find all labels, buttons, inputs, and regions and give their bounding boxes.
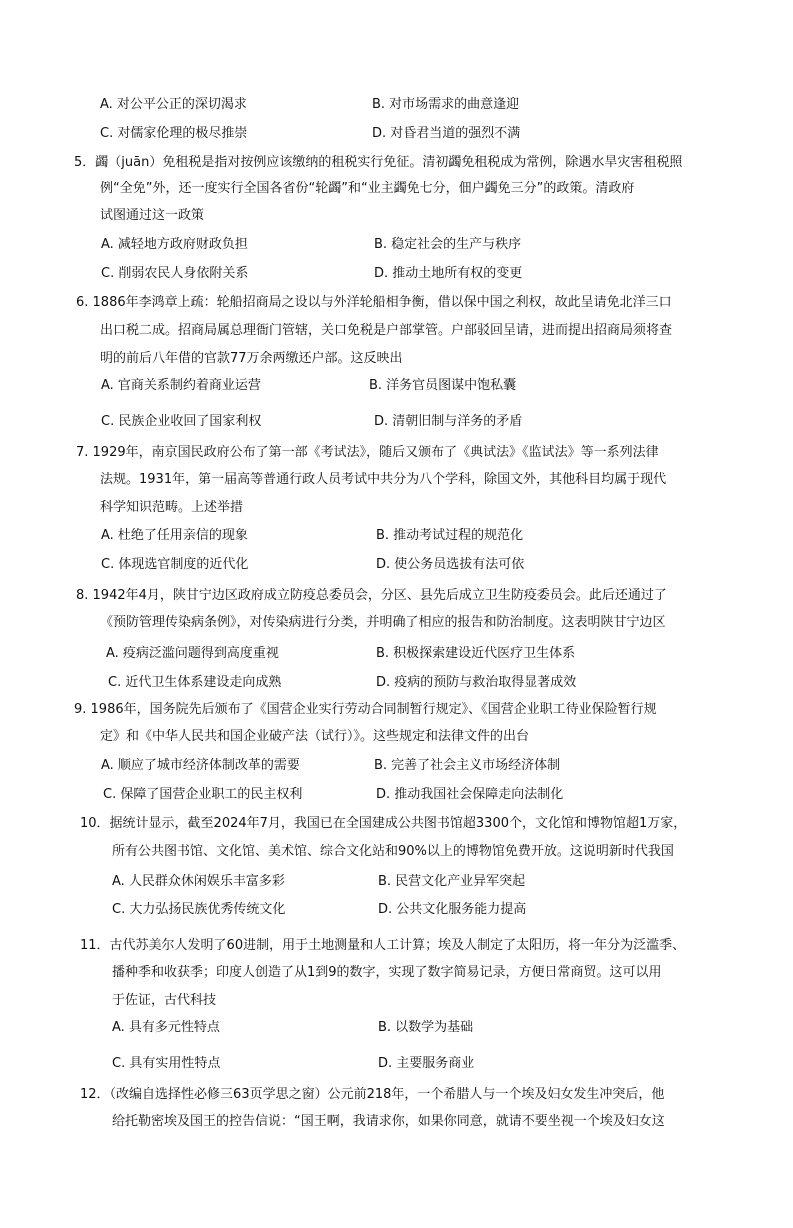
q10-option-d: D. 公共文化服务能力提高	[378, 902, 527, 917]
q8-option-a: A. 疫病泛滥问题得到高度重视	[106, 646, 279, 661]
q9-option-a: A. 顺应了城市经济体制改革的需要	[101, 758, 300, 773]
q10-option-a: A. 人民群众休闲娱乐丰富多彩	[112, 874, 285, 889]
q7-option-d: D. 使公务员选拔有法可依	[376, 557, 525, 572]
q6-stem-line-1: 6. 1886年李鸿章上疏：轮船招商局之设以与外洋轮船相争衡，借以保中国之利权，故此呈请免北洋三口	[76, 295, 672, 310]
q9-option-b: B. 完善了社会主义市场经济体制	[374, 758, 561, 773]
q7-option-b: B. 推动考试过程的规范化	[376, 528, 524, 543]
q6-stem-line-3: 明的前后八年借的官款77万余两缴还户部。这反映出	[100, 351, 403, 366]
q11-stem-line-2: 播种季和收获季；印度人创造了从1到9的数字，实现了数字简易记录，方便日常商贸。这可以用	[112, 965, 662, 980]
q6-option-b: B. 洋务官员图谋中饱私囊	[369, 378, 517, 393]
q6-option-d: D. 清朝旧制与洋务的矛盾	[374, 414, 523, 429]
q8-stem-line-1: 8. 1942年4月，陕甘宁边区政府成立防疫总委员会，分区、县先后成立卫生防疫委员会。此后还通过了	[76, 588, 667, 603]
q5-option-d: D. 推动土地所有权的变更	[374, 266, 523, 281]
q7-option-c: C. 体现选官制度的近代化	[101, 557, 249, 572]
q8-option-b: B. 积极探索建设近代医疗卫生体系	[376, 646, 576, 661]
q10-option-c: C. 大力弘扬民族优秀传统文化	[112, 902, 286, 917]
q11-option-b: B. 以数学为基础	[378, 1020, 474, 1035]
q8-option-d: D. 疫病的预防与救治取得显著成效	[376, 675, 577, 690]
q6-option-c: C. 民族企业收回了国家利权	[101, 414, 262, 429]
q4-option-c: C. 对儒家伦理的极尽推崇	[100, 126, 248, 141]
q12-stem-line-2: 给托勒密埃及国王的控告信说：“国王啊，我请求你，如果你同意，就请不要坐视一个埃及妇女这	[112, 1114, 665, 1129]
q11-stem-line-1: 11．古代苏美尔人发明了60进制，用于土地测量和人工计算；埃及人制定了太阳历，将一年分为泛滥季、	[80, 938, 686, 953]
q5-option-b: B. 稳定社会的生产与秩序	[374, 237, 522, 252]
q6-option-a: A. 官商关系制约着商业运营	[101, 378, 261, 393]
q11-option-a: A. 具有多元性特点	[112, 1020, 220, 1035]
q11-stem-line-3: 于佐证，古代科技	[112, 993, 217, 1008]
q5-option-c: C. 削弱农民人身依附关系	[101, 266, 249, 281]
q12-stem-line-1: 12．（改编自选择性必修三63页学思之窗）公元前218年，一个希腊人与一个埃及妇女发生冲突后，他	[80, 1087, 665, 1102]
q6-stem-line-2: 出口税二成。招商局属总理衙门管辖，关口免税是户部掌管。户部驳回呈请，进而提出招商局须将查	[100, 323, 673, 338]
q9-stem-line-2: 定》和《中华人民共和国企业破产法（试行）》。这些规定和法律文件的出台	[100, 729, 530, 744]
q4-option-a: A. 对公平公正的深切渴求	[100, 97, 247, 112]
q7-stem-line-2: 法规。1931年，第一届高等普通行政人员考试中共分为八个学科，除国文外，其他科目均属于现代	[100, 472, 667, 487]
q10-stem-line-1: 10．据统计显示，截至2024年7月，我国已在全国建成公共图书馆超3300个，文化馆和博物馆超1万家，	[80, 816, 687, 831]
q4-option-d: D. 对昏君当道的强烈不满	[372, 126, 521, 141]
q4-option-b: B. 对市场需求的曲意逢迎	[372, 97, 520, 112]
q5-option-a: A. 减轻地方政府财政负担	[101, 237, 248, 252]
q11-option-d: D. 主要服务商业	[378, 1056, 475, 1071]
q8-option-c: C. 近代卫生体系建设走向成熟	[108, 675, 282, 690]
q7-option-a: A. 杜绝了任用亲信的现象	[101, 528, 248, 543]
q10-option-b: B. 民营文化产业异军突起	[378, 874, 526, 889]
q9-option-d: D. 推动我国社会保障走向法制化	[376, 787, 564, 802]
q9-stem-line-1: 9. 1986年，国务院先后颁布了《国营企业实行劳动合同制暂行规定》、《国营企业职工待业保险暂行规	[74, 702, 657, 717]
q9-option-c: C. 保障了国营企业职工的民主权利	[103, 787, 303, 802]
q8-stem-line-2: 《预防管理传染病条例》，对传染病进行分类，并明确了相应的报告和防治制度。这表明陕甘宁边区	[100, 615, 666, 630]
q7-stem-line-1: 7. 1929年，南京国民政府公布了第一部《考试法》，随后又颁布了《典试法》《监试法》等一系列法律	[76, 445, 659, 460]
q7-stem-line-3: 科学知识范畴。上述举措	[100, 500, 244, 515]
q5-stem-line-3: 试图通过这一政策	[100, 208, 205, 223]
q11-option-c: C. 具有实用性特点	[112, 1056, 221, 1071]
q5-stem-line-1: 5．蠲（juān）免租税是指对按例应该缴纳的租税实行免征。清初蠲免租税成为常例，除遇水旱灾害租税照	[74, 155, 683, 170]
q5-stem-line-2: 例“全免”外，还一度实行全国各省份“轮蠲”和“业主蠲免七分，佃户蠲免三分”的政策。清政府	[100, 181, 635, 196]
q10-stem-line-2: 所有公共图书馆、文化馆、美术馆、综合文化站和90%以上的博物馆免费开放。这说明新时代我国	[112, 844, 674, 859]
